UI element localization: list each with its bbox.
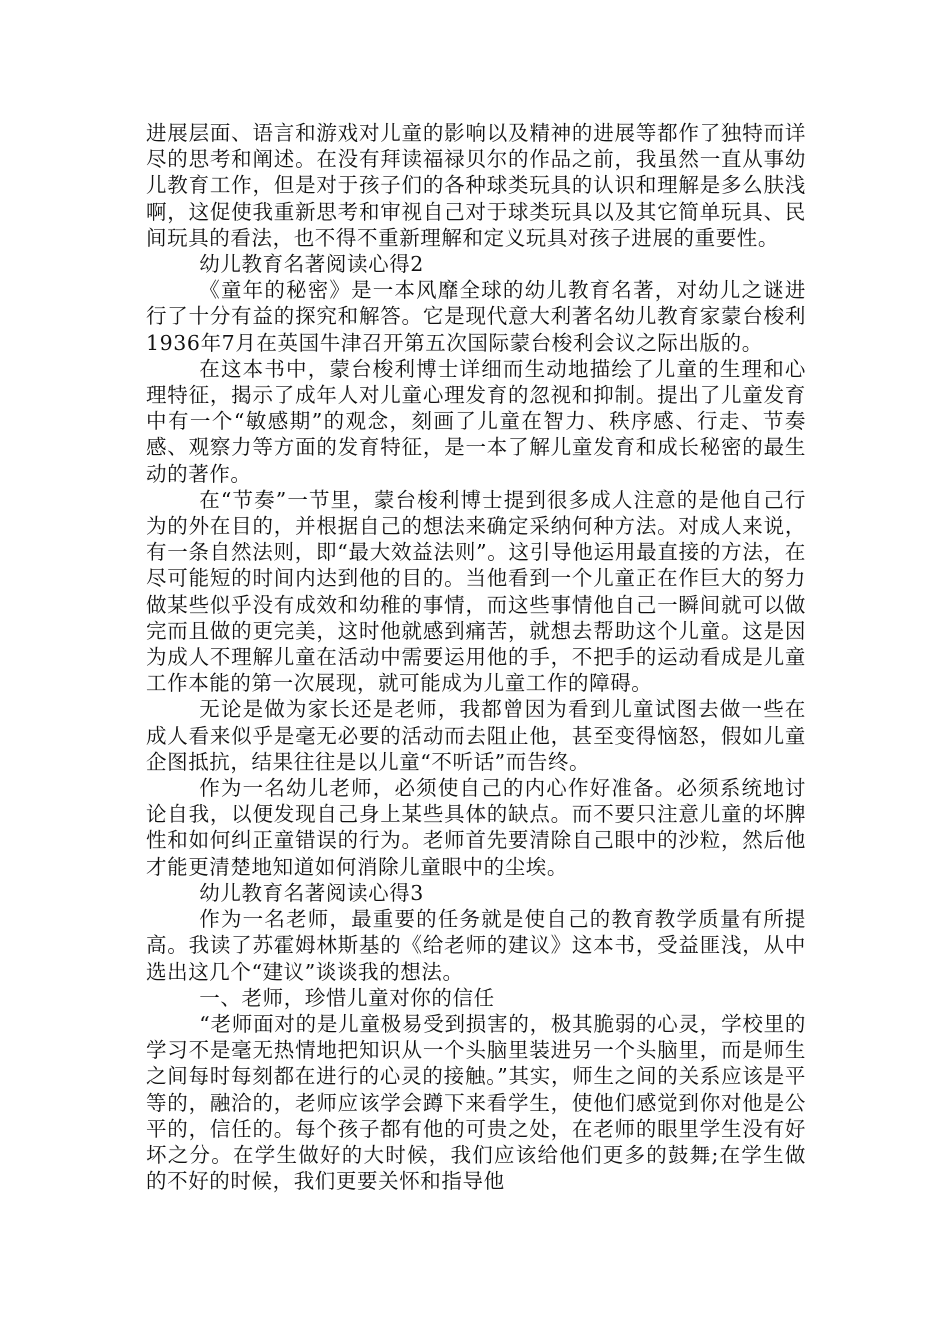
paragraph: 无论是做为家长还是老师，我都曾因为看到儿童试图去做一些在成人看来似乎是毫无必要的活动而去阻止他，甚至变得恼怒，假如儿童企图抵抗，结果往往是以儿童“不听话”而告终。	[146, 697, 806, 774]
paragraph: 作为一名老师，最重要的任务就是使自己的教育教学质量有所提高。我读了苏霍姆林斯基的《给老师的建议》这本书，受益匪浅，从中选出这几个“建议”谈谈我的想法。	[146, 907, 806, 984]
paragraph: 在这本书中，蒙台梭利博士详细而生动地描绘了儿童的生理和心理特征，揭示了成年人对儿童心理发育的忽视和抑制。提出了儿童发育中有一个“敏感期”的观念，刻画了儿童在智力、秩序感、行走、节奏感、观察力等方面的发育特征，是一本了解儿童发育和成长秘密的最生动的著作。	[146, 356, 806, 486]
document-body	[146, 120, 806, 1194]
paragraph: “老师面对的是儿童极易受到损害的，极其脆弱的心灵，学校里的学习不是毫无热情地把知识从一个头脑里装进另一个头脑里，而是师生之间每时每刻都在进行的心灵的接触。”其实，师生之间的关系应该是平等的，融洽的，老师应该学会蹲下来看学生，使他们感觉到你对他是公平的，信任的。每个孩子都有他的可贵之处，在老师的眼里学生没有好坏之分。在学生做好的大时候，我们应该给他们更多的鼓舞;在学生做的不好的时候，我们更要关怀和指导他	[146, 1011, 806, 1194]
section-heading-3: 幼儿教育名著阅读心得3	[199, 880, 424, 905]
section-heading-2: 幼儿教育名著阅读心得2	[199, 252, 424, 277]
paragraph: 《童年的秘密》是一本风靡全球的幼儿教育名著，对幼儿之谜进行了十分有益的探究和解答。它是现代意大利著名幼儿教育家蒙台梭利1936年7月在英国牛津召开第五次国际蒙台梭利会议之际出版的。	[146, 278, 806, 355]
paragraph: 作为一名幼儿老师，必须使自己的内心作好准备。必须系统地讨论自我，以便发现自己身上某些具体的缺点。而不要只注意儿童的坏脾性和如何纠正童错误的行为。老师首先要清除自己眼中的沙粒，然后他才能更清楚地知道如何消除儿童眼中的尘埃。	[146, 776, 806, 879]
subsection-heading: 一、老师，珍惜儿童对你的信任	[199, 985, 495, 1010]
paragraph-intro: 进展层面、语言和游戏对儿童的影响以及精神的进展等都作了独特而详尽的思考和阐述。在没有拜读福禄贝尔的作品之前，我虽然一直从事幼儿教育工作，但是对于孩子们的各种球类玩具的认识和理解是多么肤浅啊，这促使我重新思考和审视自己对于球类玩具以及其它简单玩具、民间玩具的看法，也不得不重新理解和定义玩具对孩子进展的重要性。	[146, 121, 806, 250]
paragraph: 在“节奏”一节里，蒙台梭利博士提到很多成人注意的是他自己行为的外在目的，并根据自己的想法来确定采纳何种方法。对成人来说，有一条自然法则，即“最大效益法则”。这引导他运用最直接的方法，在尽可能短的时间内达到他的目的。当他看到一个儿童正在作巨大的努力做某些似乎没有成效和幼稚的事情，而这些事情他自己一瞬间就可以做完而且做的更完美，这时他就感到痛苦，就想去帮助这个儿童。这是因为成人不理解儿童在活动中需要运用他的手，不把手的运动看成是儿童工作本能的第一次展现，就可能成为儿童工作的障碍。	[146, 487, 806, 696]
